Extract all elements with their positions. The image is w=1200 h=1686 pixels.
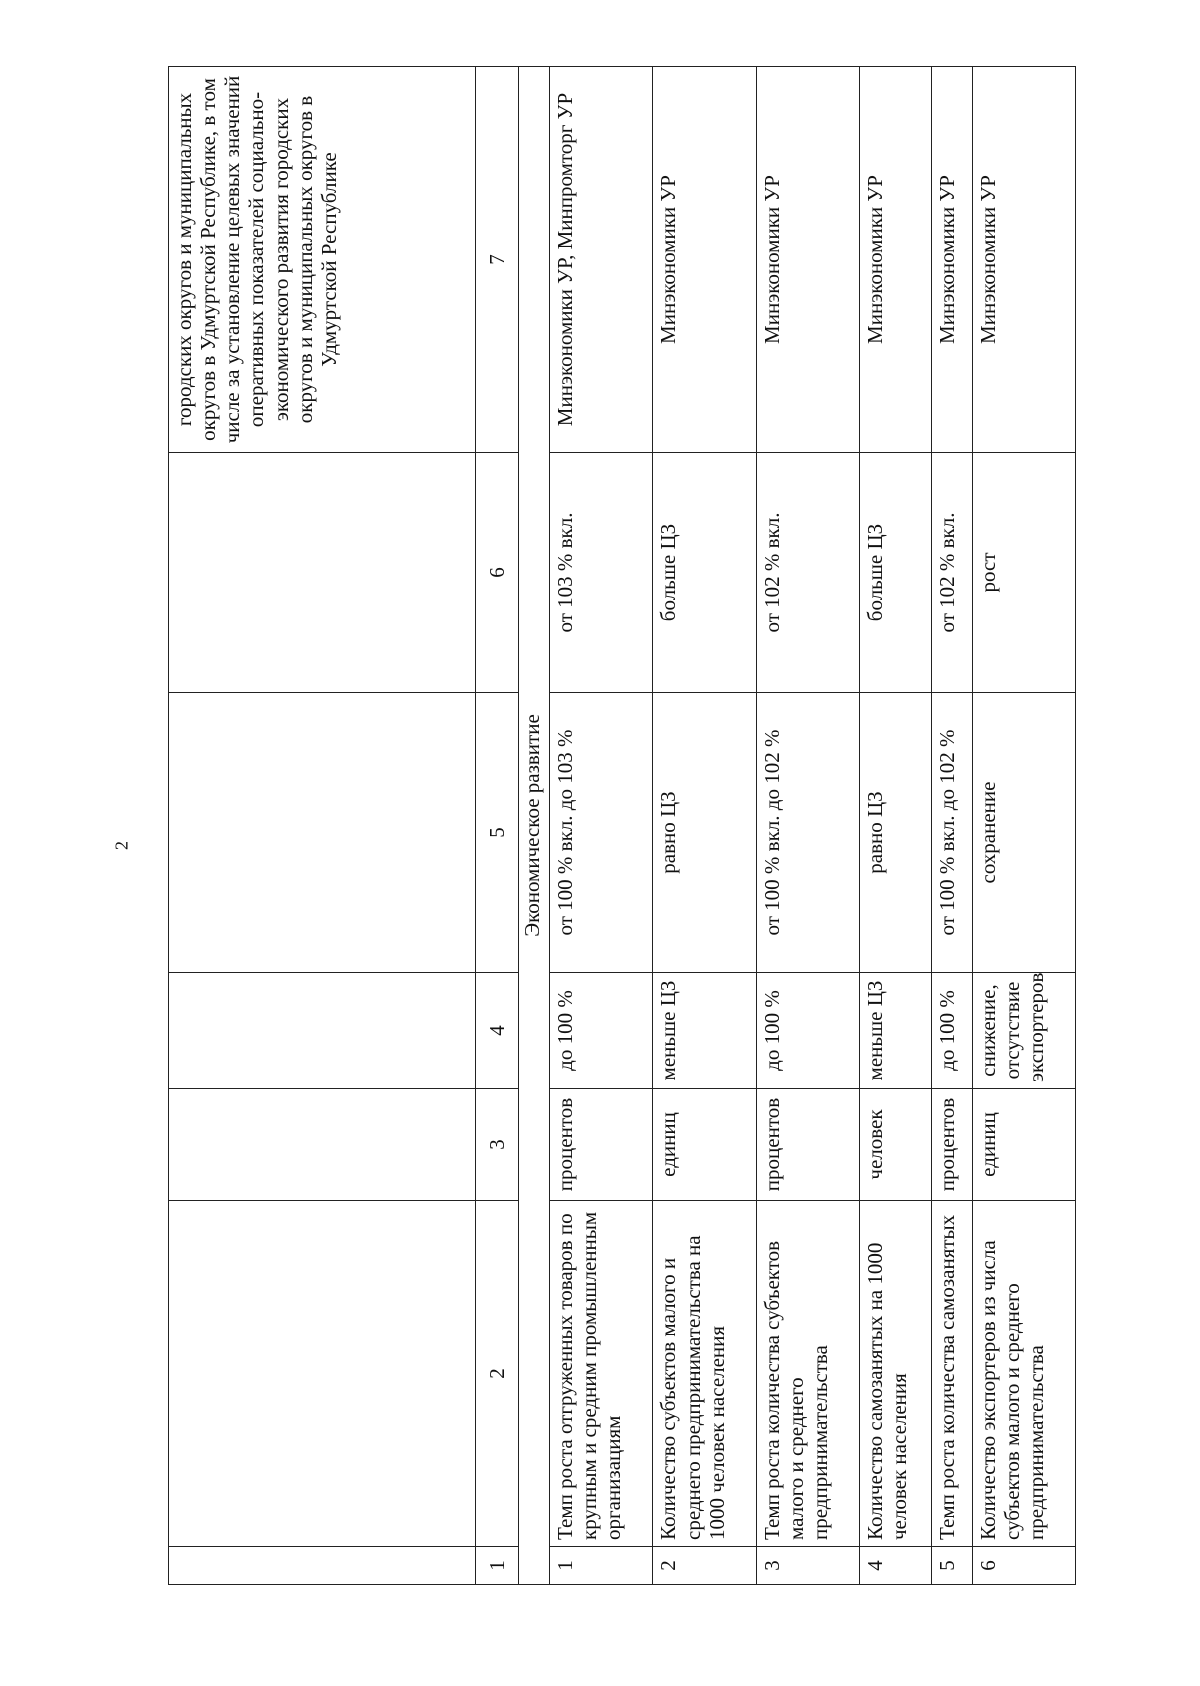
column-number: 3 <box>476 1089 519 1201</box>
responsible-cell: Минэкономики УР <box>653 67 756 453</box>
table-row <box>756 67 859 1585</box>
row-number: 1 <box>550 1547 653 1585</box>
indicator-name: Количество самозанятых на 1000 человек населения <box>860 1201 932 1547</box>
mid-value-cell: равно ЦЗ <box>860 693 932 973</box>
low-value-cell: меньше ЦЗ <box>860 973 932 1089</box>
mid-value-cell: равно ЦЗ <box>653 693 756 973</box>
row-number: 5 <box>932 1547 973 1585</box>
indicator-name: Количество субъектов малого и среднего предпринимательства на 1000 человек населения <box>653 1201 756 1547</box>
unit-cell: процентов <box>932 1089 973 1201</box>
row-number: 6 <box>972 1547 1075 1585</box>
section-row <box>519 67 550 1585</box>
indicator-table-wrapper <box>168 67 1076 1585</box>
low-value-cell: снижение, отсутствие экспортеров <box>972 973 1075 1089</box>
column-number-row <box>476 67 519 1585</box>
mid-value-cell: от 100 % вкл. до 103 % <box>550 693 653 973</box>
column-number: 2 <box>476 1201 519 1547</box>
responsible-cell: Минэкономики УР, Минпромторг УР <box>550 67 653 453</box>
mid-value-cell: сохранение <box>972 693 1075 973</box>
low-value-cell: меньше ЦЗ <box>653 973 756 1089</box>
table-row <box>972 67 1075 1585</box>
table-row <box>860 67 932 1585</box>
row-number: 2 <box>653 1547 756 1585</box>
indicator-name: Темп роста количества самозанятых <box>932 1201 973 1547</box>
indicator-table <box>168 66 1076 1585</box>
unit-cell: единиц <box>972 1089 1075 1201</box>
high-value-cell: от 102 % вкл. <box>756 453 859 693</box>
continuation-row <box>169 67 476 1585</box>
column-number: 1 <box>476 1547 519 1585</box>
unit-cell: единиц <box>653 1089 756 1201</box>
column-number: 7 <box>476 67 519 453</box>
row-number: 3 <box>756 1547 859 1585</box>
indicator-name: Темп роста отгруженных товаров по крупным и средним промышленным организациям <box>550 1201 653 1547</box>
column-number: 4 <box>476 973 519 1089</box>
unit-cell: человек <box>860 1089 932 1201</box>
row-number: 4 <box>860 1547 932 1585</box>
mid-value-cell: от 100 % вкл. до 102 % <box>756 693 859 973</box>
low-value-cell: до 100 % <box>756 973 859 1089</box>
responsible-cell: Минэкономики УР <box>756 67 859 453</box>
high-value-cell: рост <box>972 453 1075 693</box>
indicator-name: Количество экспортеров из числа субъектов малого и среднего предпринимательства <box>972 1201 1075 1547</box>
unit-cell: процентов <box>550 1089 653 1201</box>
unit-cell: процентов <box>756 1089 859 1201</box>
page-number: 2 <box>111 841 132 850</box>
high-value-cell: больше ЦЗ <box>860 453 932 693</box>
responsible-cell: Минэкономики УР <box>932 67 973 453</box>
high-value-cell: от 103 % вкл. <box>550 453 653 693</box>
high-value-cell: больше ЦЗ <box>653 453 756 693</box>
responsible-cell: Минэкономики УР <box>972 67 1075 453</box>
responsible-cell: Минэкономики УР <box>860 67 932 453</box>
column-number: 5 <box>476 693 519 973</box>
section-title: Экономическое развитие <box>519 67 550 1585</box>
column-number: 6 <box>476 453 519 693</box>
mid-value-cell: от 100 % вкл. до 102 % <box>932 693 973 973</box>
table-row <box>932 67 973 1585</box>
header-continuation-text: городских округов и муниципальных округов в Удмуртской Республике, в том числе за установление целевых значений оперативных показателей социально-экономического развития городских округов и муниципальных округов в Удмуртской Республике <box>169 67 476 453</box>
table-row <box>550 67 653 1585</box>
indicator-name: Темп роста количества субъектов малого и среднего предпринимательства <box>756 1201 859 1547</box>
low-value-cell: до 100 % <box>550 973 653 1089</box>
low-value-cell: до 100 % <box>932 973 973 1089</box>
table-row <box>653 67 756 1585</box>
high-value-cell: от 102 % вкл. <box>932 453 973 693</box>
